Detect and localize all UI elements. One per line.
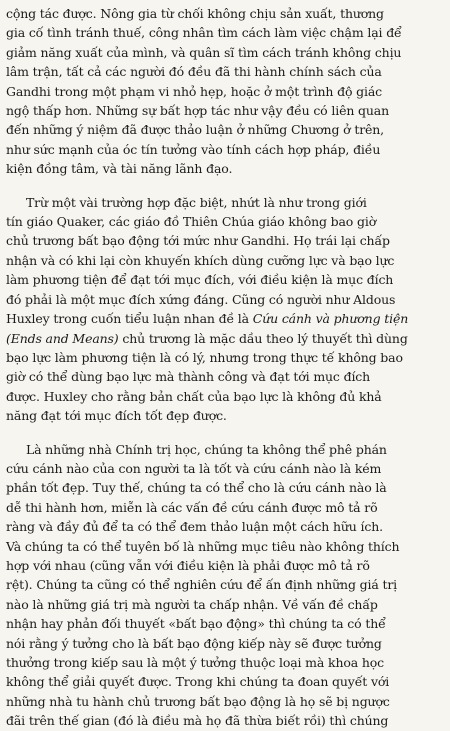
text-segment: chủ trương là mặc dầu theo lý thuyết thì dùng <box>118 330 408 346</box>
text-line: không thể giải quyết được. Trong khi chúng ta đoan quyết với <box>6 674 390 690</box>
text-line: Gandhi trong một phạm vi nhỏ hẹp, hoặc ở một trình độ giác <box>6 83 382 99</box>
paragraph-1 <box>6 4 442 179</box>
text-line: đãi trên thế gian (đó là điều mà họ đã thừa biết rồi) thì chúng <box>6 713 389 729</box>
text-line: Trừ một vài trường hợp đặc biệt, nhứt là như trong giới <box>26 194 367 210</box>
text-line <box>6 329 442 348</box>
text-segment: Huxley trong cuốn tiểu luận nhan đề là <box>6 311 253 327</box>
text-line: Và chúng ta có thể tuyên bố là những mục tiêu nào không thích <box>6 538 400 554</box>
text-line: đó phải là một mục đích xứng đáng. Cũng có người như Aldous <box>6 291 396 307</box>
text-line: nhận và có khi lại còn khuyến khích dùng cưỡng lực và bạo lực <box>6 252 395 268</box>
text-line: giảm năng xuất của mình, và quân sĩ tìm cách tránh không chịu <box>6 44 402 60</box>
text-line: nào là những giá trị mà người ta chấp nhận. Về vấn đề chấp <box>6 596 378 612</box>
text-line: như sức mạnh của óc tín tưởng vào tính cách hợp pháp, điều <box>6 141 381 157</box>
text-line: dễ thi hành hơn, miễn là các vấn đề cứu cánh được mô tả rõ <box>6 499 378 515</box>
text-line: những nhà tu hành chủ trương bất bạo động là họ sẽ bị ngược <box>6 693 390 709</box>
text-line: bạo lực làm phương tiện là có lý, nhưng trong thực tế không bao <box>6 349 403 365</box>
text-line: ràng và đầy đủ để ta có thể đem thảo luận một cách hữu ích. <box>6 519 383 535</box>
text-line: phần tốt đẹp. Tuy thế, chúng ta có thể cho là cứu cánh nào là <box>6 480 387 496</box>
text-line: đến những ý niệm đã được thảo luận ở những Chương ở trên, <box>6 122 384 138</box>
text-line: tín giáo Quaker, các giáo đồ Thiên Chúa giáo không bao giờ <box>6 214 377 230</box>
text-line: được. Huxley cho rằng bản chất của bạo lực là không đủ khả <box>6 388 382 404</box>
text-line: nói rằng ý tưởng cho là bất bạo động kiếp này sẽ được tưởng <box>6 635 382 651</box>
text-line: giờ có thể dùng bạo lực mà thành công và đạt tới mục đích <box>6 369 371 385</box>
text-line: năng đạt tới mục đích tốt đẹp được. <box>6 408 227 424</box>
book-title-italic: Cứu cánh và phương tiện <box>252 311 409 327</box>
text-line: ngộ thấp hơn. Những sự bất hợp tác như vậy đều có liên quan <box>6 103 390 119</box>
text-line <box>6 309 442 328</box>
book-title-english-italic: (Ends and Means) <box>6 330 119 346</box>
paragraph-3 <box>6 440 442 731</box>
text-line: chủ trương bất bạo động tới mức như Gandhi. Họ trái lại chấp <box>6 233 390 249</box>
text-line: Là những nhà Chính trị học, chúng ta không thể phê phán <box>26 441 387 457</box>
text-line: cộng tác được. Nông gia từ chối không chịu sản xuất, thương <box>6 6 384 21</box>
text-line: gia cố tình tránh thuế, công nhân tìm cách làm việc chậm lại để <box>6 25 402 41</box>
paragraph-2 <box>6 193 442 426</box>
text-line: thưởng trong kiếp sau là một ý tưởng thuộc loại mà khoa học <box>6 655 384 670</box>
text-line: nhận hay phản đối thuyết «bất bạo động» thì chúng ta có thể <box>6 616 386 632</box>
text-line: cứu cánh nào của con người ta là tốt và cứu cánh nào là kém <box>6 460 382 476</box>
text-line: lâm trận, tất cả các người đó đều đã thi hành chính sách của <box>6 64 382 80</box>
text-line: làm phương tiện để đạt tới mục đích, với điều kiện là mục đích <box>6 272 394 288</box>
text-line: hợp với nhau (cũng vẫn với điều kiện là phải được mô tả rõ <box>6 557 370 573</box>
text-line: kiện đồng tâm, và tài năng lãnh đạo. <box>6 161 233 177</box>
text-line: rệt). Chúng ta cũng có thể nghiên cứu để ấn định những giá trị <box>6 577 397 593</box>
